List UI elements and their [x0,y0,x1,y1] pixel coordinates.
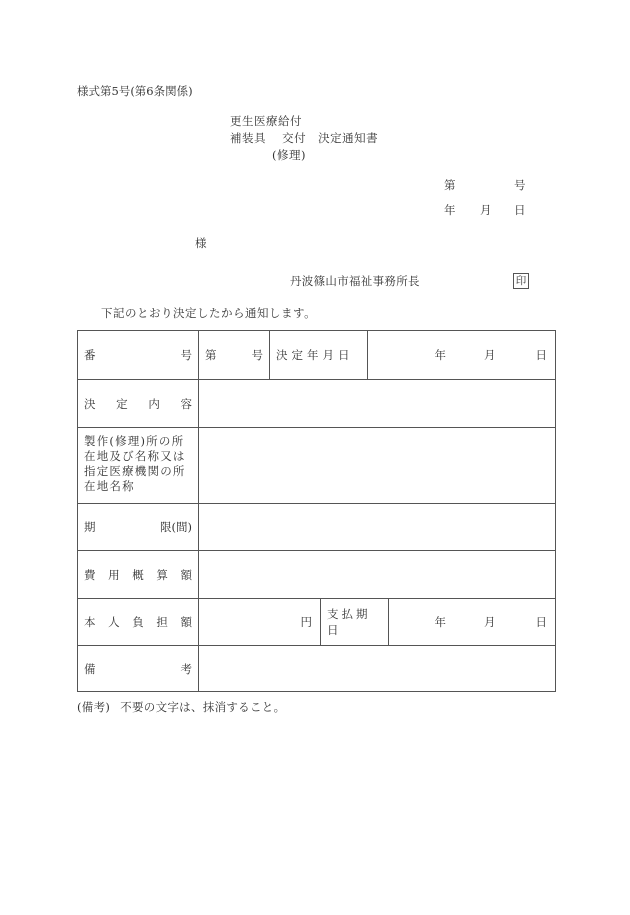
issue-date-year: 年 [444,203,456,217]
label-char: 容 [180,396,192,411]
label-char: 額 [180,567,192,582]
label-char: 担 [156,615,168,629]
label-maker-location: 製作(修理)所の所在地及び名称又は指定医療機関の所在地名称 [84,434,186,493]
reference-number-prefix: 第 [444,178,456,192]
decision-date-label: 決定年月日 [269,331,367,379]
issue-date-day: 日 [514,203,526,217]
remarks-field[interactable] [198,646,555,691]
label-char: 負 [132,615,144,629]
label-char: 人 [108,615,120,629]
table-row-cost [78,550,555,598]
decision-table [77,330,556,692]
label-period-left: 期 [84,520,96,534]
label-cost-estimate [78,551,198,598]
label-number [78,331,198,379]
label-self-pay [78,599,198,645]
label-char: 算 [156,567,168,582]
label-char: 内 [148,396,160,411]
label-remarks [78,646,198,691]
label-char: 用 [108,567,120,582]
title-line-3: (修理) [272,148,306,162]
footnote-label: (備考) [77,700,111,714]
seal-stamp-box: 印 [513,273,529,289]
cost-estimate-field[interactable] [198,551,555,598]
label-char: 費 [84,567,96,582]
number-prefix: 第 [205,348,217,362]
table-row-maker [78,427,555,503]
title-line-2: 補装具 交付 決定通知書 [230,131,379,145]
label-remarks-right: 考 [180,661,192,676]
decision-date-month: 月 [484,348,496,362]
table-row-period [78,503,555,550]
decision-date-field[interactable] [367,331,555,379]
number-suffix: 号 [251,348,263,362]
payment-due-day: 日 [535,615,547,629]
payment-due-month: 月 [484,615,496,629]
table-row-decision [78,379,555,427]
label-period-right: 限(間) [160,520,192,534]
reference-number-suffix: 号 [514,178,526,192]
decision-content-field[interactable] [198,380,555,427]
label-char: 定 [116,396,128,411]
period-field[interactable] [198,504,555,550]
label-remarks-left: 備 [84,661,96,676]
payment-due-label: 支払期日 [320,599,388,645]
payment-due-year: 年 [434,615,446,629]
label-number-left: 番 [84,348,96,362]
title-line-1: 更生医療給付 [230,114,302,128]
currency-yen: 円 [300,615,312,629]
issuer-name: 丹波篠山市福祉事務所長 [290,274,420,288]
table-row-remarks [78,645,555,691]
label-char: 決 [84,396,96,411]
payment-due-date-field[interactable] [388,599,555,645]
issue-date-month: 月 [480,203,492,217]
footnote [77,702,285,714]
recipient-honorific: 様 [195,236,207,250]
self-pay-amount-field[interactable] [198,599,320,645]
label-char: 概 [132,567,144,582]
label-decision-content [78,380,198,427]
label-period [78,504,198,550]
maker-location-field[interactable] [198,428,555,503]
intro-text: 下記のとおり決定したから通知します。 [101,306,317,320]
table-row-self-pay [78,598,555,645]
label-char: 額 [180,615,192,629]
table-row-number [78,331,555,379]
label-number-right: 号 [180,348,192,362]
decision-date-day: 日 [535,348,547,362]
decision-date-year: 年 [434,348,446,362]
form-id: 様式第5号(第6条関係) [77,84,193,98]
number-field[interactable] [198,331,269,379]
footnote-text: 不要の文字は、抹消すること。 [120,700,286,714]
label-char: 本 [84,615,96,629]
